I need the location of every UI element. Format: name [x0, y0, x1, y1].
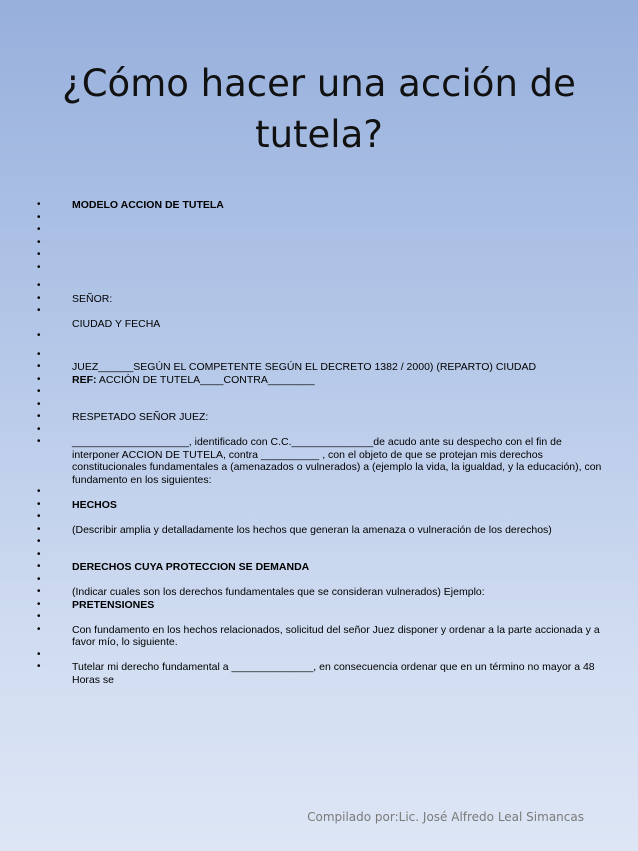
- body-line-text: [72, 399, 602, 412]
- bullet-icon: •: [37, 623, 41, 635]
- body-line-text: MODELO ACCION DE TUTELA: [72, 199, 224, 211]
- body-line: [0, 574, 638, 587]
- slide-title: ¿Cómo hacer una acción de tutela?: [62, 62, 576, 156]
- body-line: [0, 386, 638, 399]
- bullet-icon: •: [37, 423, 41, 435]
- body-line: [0, 549, 638, 562]
- body-line-text: PRETENSIONES: [72, 598, 155, 611]
- body-line-text: [72, 249, 602, 262]
- body-line: [0, 212, 638, 225]
- bullet-icon: •: [37, 561, 41, 572]
- body-line: [0, 318, 638, 331]
- body-line: [0, 561, 638, 574]
- body-line: [0, 524, 638, 537]
- bullet-icon: •: [37, 573, 41, 585]
- body-line: [0, 374, 638, 387]
- body-line-text: [72, 611, 602, 624]
- body-line-text: (Indicar cuales son los derechos fundamentales que se consideran vulnerados) Ejemplo:: [72, 586, 485, 598]
- bullet-icon: •: [37, 498, 41, 510]
- body-line-text: [72, 224, 602, 237]
- body-line-text: RESPETADO SEÑOR JUEZ:: [72, 411, 209, 423]
- body-line-text: [72, 386, 602, 399]
- body-line: [0, 661, 638, 686]
- body-line-text: [72, 349, 602, 362]
- bullet-icon: •: [37, 211, 41, 223]
- body-line-text: [72, 486, 602, 499]
- bullet-icon: •: [37, 199, 41, 210]
- bullet-icon: •: [37, 511, 41, 522]
- bullet-icon: •: [37, 598, 41, 610]
- bullet-icon: •: [37, 361, 41, 372]
- body-line: [0, 624, 638, 649]
- bullet-icon: •: [37, 436, 41, 447]
- body-line-text: (Describir amplia y detalladamente los hechos que generan la amenaza o vulneración de los derechos): [72, 523, 552, 536]
- bullet-icon: •: [37, 661, 41, 672]
- body-line-text: [72, 237, 602, 250]
- body-line: [0, 399, 638, 412]
- bullet-icon: •: [37, 330, 41, 341]
- body-line: [0, 262, 638, 275]
- body-line: [0, 199, 638, 212]
- body-line: [0, 249, 638, 262]
- body-line-text: Tutelar mi derecho fundamental a ______________, en consecuencia ordenar que en un término no mayor a 48 Horas se: [72, 661, 595, 686]
- body-line: [0, 349, 638, 362]
- body-line-text: [72, 549, 602, 562]
- body-line: [0, 330, 638, 343]
- bullet-icon: •: [37, 292, 41, 304]
- body-line-text: JUEZ______SEGÚN EL COMPETENTE SEGÚN EL DECRETO 1382 / 2000) (REPARTO) CIUDAD: [72, 361, 537, 373]
- body-line-text: [72, 280, 602, 293]
- bullet-icon: •: [37, 224, 41, 235]
- bullet-icon: •: [37, 261, 41, 273]
- body-line: [0, 305, 638, 318]
- body-line-text: DERECHOS CUYA PROTECCION SE DEMANDA: [72, 561, 310, 573]
- bullet-icon: •: [37, 611, 41, 622]
- body-line-text: [72, 649, 602, 662]
- bullet-icon: •: [37, 411, 41, 422]
- body-line: [0, 436, 638, 486]
- body-line: [0, 536, 638, 549]
- body-line-text: [72, 262, 602, 275]
- bullet-icon: •: [37, 305, 41, 316]
- body-line: [0, 293, 638, 306]
- body-line: [0, 499, 638, 512]
- body-line: [0, 280, 638, 293]
- body-line: [0, 599, 638, 612]
- bullet-icon: •: [37, 548, 41, 560]
- body-line-text: [72, 330, 602, 343]
- body-line: [0, 411, 638, 424]
- body-line-text: REF: ACCIÓN DE TUTELA____CONTRA________: [72, 373, 315, 386]
- body-line-text: ____________________, identificado con C.C.______________de acudo ante su despecho con el fin de interponer ACCION DE TUTELA, contra __________ , con el objeto de que se protejan mis derechos constitucionales fundamentales a (amenazados o vulnerados) a (ejemplo la vida, la igualdad, y la educación), con fundamento en los siguientes:: [72, 436, 602, 486]
- body-line-text: [72, 536, 602, 549]
- body-line-text: [72, 424, 602, 437]
- body-line: [0, 424, 638, 437]
- body-line: [0, 486, 638, 499]
- bullet-icon: •: [37, 348, 41, 360]
- bullet-icon: •: [37, 373, 41, 385]
- body-line-text: SEÑOR:: [72, 292, 113, 305]
- body-line-text: [72, 305, 602, 318]
- body-line: [0, 361, 638, 374]
- body-line: [0, 586, 638, 599]
- body-line: [0, 224, 638, 237]
- body-line-text: Con fundamento en los hechos relacionados, solicitud del señor Juez disponer y ordenar a la parte accionada y a favor mío, lo siguiente.: [72, 623, 600, 648]
- bullet-icon: •: [37, 249, 41, 260]
- body-list: [0, 199, 638, 686]
- bullet-icon: •: [37, 648, 41, 660]
- body-line: [0, 237, 638, 250]
- bullet-icon: •: [37, 486, 41, 497]
- bullet-icon: •: [37, 536, 41, 547]
- bullet-icon: •: [37, 280, 41, 291]
- bullet-icon: •: [37, 523, 41, 535]
- body-line: [0, 611, 638, 624]
- body-line: [0, 511, 638, 524]
- bullet-icon: •: [37, 586, 41, 597]
- body-line-text: [72, 511, 602, 524]
- bullet-icon: •: [37, 236, 41, 248]
- footer-credit: Compilado por:Lic. José Alfredo Leal Simancas: [307, 810, 584, 824]
- body-line-text: HECHOS: [72, 498, 117, 511]
- body-line-text: [72, 212, 602, 225]
- bullet-icon: •: [37, 386, 41, 397]
- body-line: [0, 649, 638, 662]
- body-line-text: [72, 574, 602, 587]
- bullet-icon: •: [37, 398, 41, 410]
- body-line-text: CIUDAD Y FECHA: [72, 317, 161, 330]
